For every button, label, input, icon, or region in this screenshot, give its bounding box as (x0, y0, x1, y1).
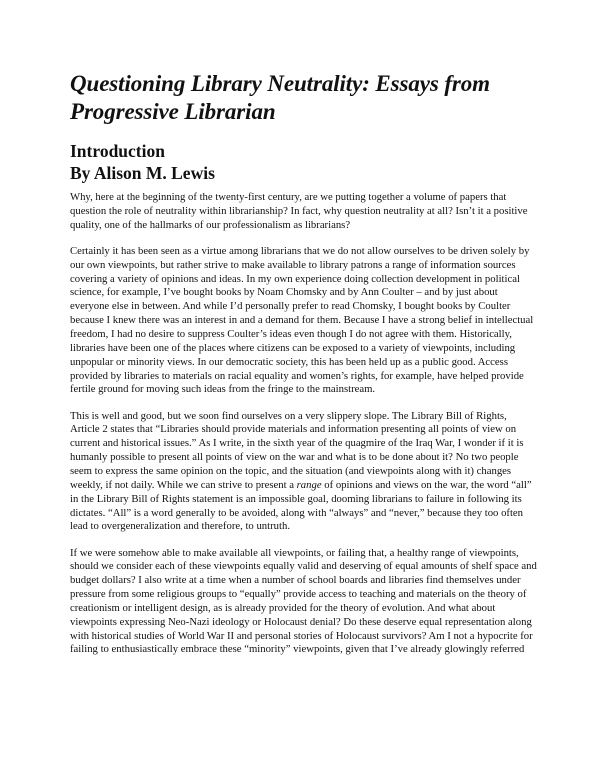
body-text (70, 191, 538, 657)
paragraph-text: If we were somehow able to make available all viewpoints, or failing that, a healthy range of viewpoints, should we consider each of these viewpoints equally valid and deserving of equal amounts of shelf space and budget dollars? I also write at a time when a number of school boards and libraries find themselves under pressure from some religious groups to “equally” provide access to teaching and materials on the theory of creationism or intelligent design, as is already provided for the theory of evolution. And what about viewpoints expressing Neo-Nazi ideology or Holocaust denial? Do these deserve equal representation along with historical studies of World War II and personal stories of Holocaust survivors? Am I not a hypocrite for failing to enthusiastically embrace these “minority” viewpoints, given that I’ve already glowingly referred (70, 546, 537, 656)
author-line: By Alison M. Lewis (70, 163, 215, 183)
section-heading-block (70, 140, 538, 184)
body-paragraph (70, 245, 538, 397)
body-paragraph (70, 547, 538, 658)
italic-text: range (296, 478, 322, 491)
paragraph-text: Why, here at the beginning of the twenty-first century, are we putting together a volume of papers that question the role of neutrality within librarianship? In fact, why question neutrality at all? Isn’t it a positive quality, one of the hallmarks of our professionalism as librarians? (70, 191, 528, 231)
paragraph-text: This is well and good, but we soon find ourselves on a very slippery slope. The Library Bill of Rights, Article 2 states that “Libraries should provide materials and information presenting all points of view on current and historical issues.” As I write, in the sixth year of the quagmire of the Iraq War, I wonder if it is humanly possible to present all points of view on the war and what is to be done about it? No two people seem to express the same opinion on the topic, and the situation (and viewpoints along with it) changes weekly, if not daily. While we can strive to present a (70, 409, 524, 491)
paragraph-text: of opinions and views on the war, the word “all” in the Library Bill of Rights statement is an impossible goal, dooming librarians to failure in following its dictates. “All” is a word generally to be avoided, along with “always” and “never,” because they too often lead to overgeneralization and therefore, to untruth. (70, 478, 532, 533)
section-heading: Introduction (70, 141, 165, 161)
book-title: Questioning Library Neutrality: Essays from Progressive Librarian (70, 71, 490, 124)
document-page (70, 70, 538, 670)
body-paragraph (70, 191, 538, 233)
body-paragraph (70, 410, 538, 535)
paragraph-text: Certainly it has been seen as a virtue among librarians that we do not allow ourselves to be driven solely by our own viewpoints, but rather strive to make available to library patrons a range of information sources covering a variety of opinions and ideas. In my own experience doing collection development in political science, for example, I’ve bought books by Noam Chomsky and by Ann Coulter – and by just about everyone else in between. And while I’d personally prefer to read Chomsky, I bought books by Coulter because I knew there was an interest in and a demand for them. Because I have a strong belief in intellectual freedom, I had no desire to suppress Coulter’s ideas even though I do not agree with them. Historically, libraries have been one of the places where citizens can be exposed to a variety of viewpoints, including unpopular or minority views. In our democratic society, this has been held up as a public good. Access provided by libraries to materials on racial equality and women’s rights, for example, have helped provide fertile ground for moving such ideas from the fringe to the mainstream. (70, 244, 534, 396)
